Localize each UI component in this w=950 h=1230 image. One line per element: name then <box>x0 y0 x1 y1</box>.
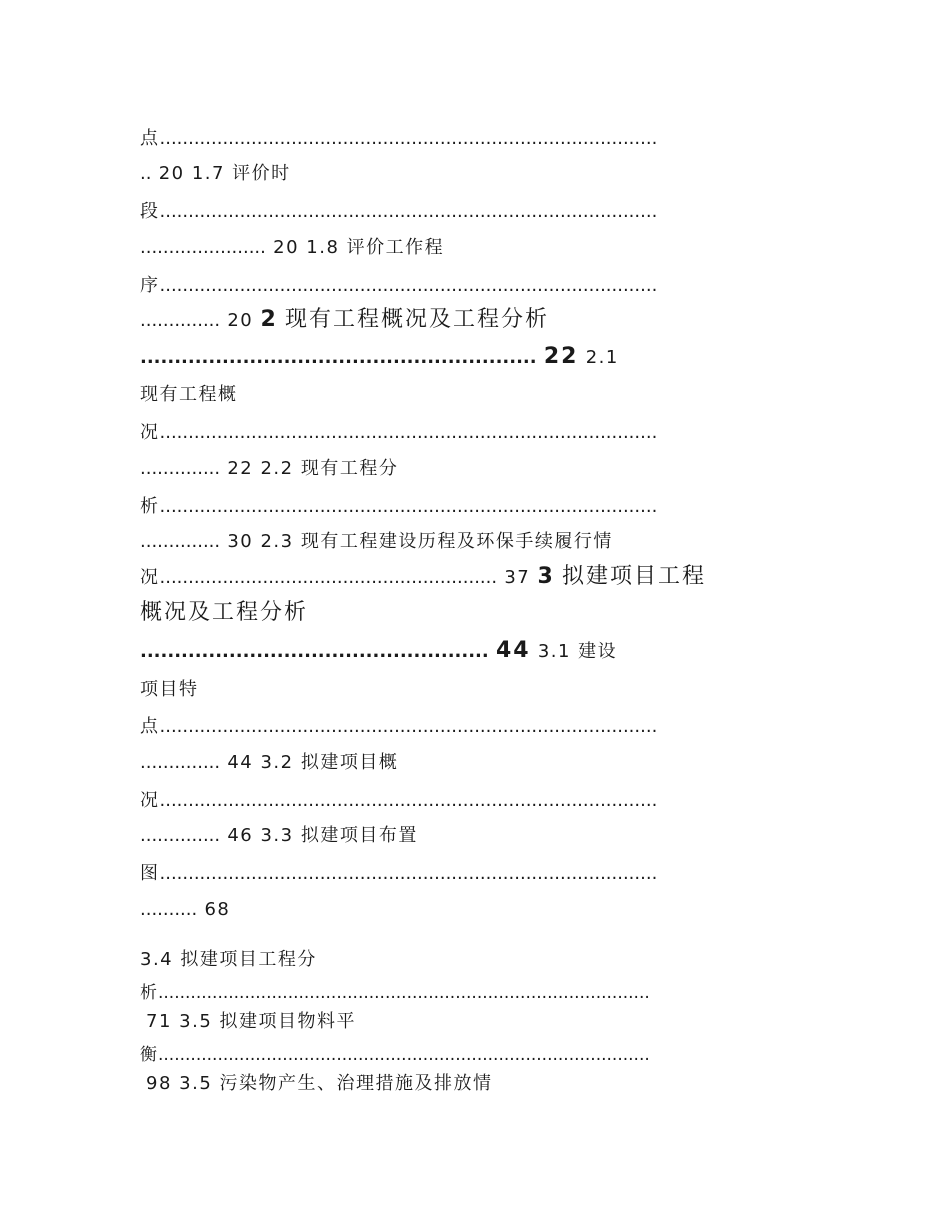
toc-leader-dots: .............. <box>140 825 221 846</box>
toc-line <box>140 237 444 259</box>
toc-leader-dots: ................................................... <box>140 641 489 662</box>
toc-page-number: 22 <box>227 458 254 479</box>
toc-entry-title: 现有工程概 <box>140 384 238 405</box>
toc-leader-dots: .. <box>140 163 152 184</box>
toc-entry-title: 项目特 <box>140 679 199 700</box>
toc-leader-dots: ....................................................................................... <box>159 128 658 149</box>
toc-line <box>140 346 619 369</box>
toc-leader-dots: .............. <box>140 310 221 331</box>
toc-entry-title: 3.2 拟建项目概 <box>260 752 399 773</box>
toc-leader-dots: ........................................................... <box>159 567 498 588</box>
toc-page-number: 37 <box>504 567 531 588</box>
toc-page-number: 68 <box>204 899 231 920</box>
toc-entry-title: 3.5 污染物产生、治理措施及排放情 <box>179 1073 493 1094</box>
toc-text: 图 <box>140 863 160 884</box>
toc-leader-dots: ....................................................................................... <box>159 422 658 443</box>
toc-line <box>140 1044 650 1066</box>
toc-line <box>140 716 657 738</box>
toc-line <box>140 752 398 774</box>
toc-text: 况 <box>140 790 160 811</box>
toc-line <box>140 201 657 223</box>
toc-leader-dots: ....................................................................................... <box>159 863 658 884</box>
toc-leader-dots: .............. <box>140 531 221 552</box>
toc-line <box>140 496 657 518</box>
toc-text: 段 <box>140 201 160 222</box>
toc-leader-dots: ........................................................................................... <box>158 983 650 1003</box>
toc-text: 序 <box>140 275 160 296</box>
toc-leader-dots: ....................................................................................... <box>159 790 658 811</box>
toc-leader-dots: .......................................................... <box>140 347 537 368</box>
toc-line <box>140 531 613 553</box>
toc-leader-dots: ....................................................................................... <box>159 716 658 737</box>
toc-line <box>140 790 657 812</box>
toc-page-number: 22 <box>543 344 579 369</box>
toc-line <box>140 982 650 1004</box>
toc-chapter-number: 2 <box>260 307 278 332</box>
toc-text: 况 <box>140 567 160 588</box>
toc-entry-title: 3.4 拟建项目工程分 <box>140 949 317 970</box>
toc-chapter-title: 现有工程概况及工程分析 <box>285 307 550 332</box>
toc-entry-title: 1.8 评价工作程 <box>306 237 445 258</box>
toc-line <box>146 1073 493 1095</box>
toc-leader-dots: .......... <box>140 899 198 920</box>
toc-text: 况 <box>140 422 160 443</box>
toc-page-number: 44 <box>227 752 254 773</box>
toc-page-number: 98 <box>146 1073 172 1094</box>
toc-leader-dots: .............. <box>140 752 221 773</box>
toc-line <box>146 1011 356 1033</box>
toc-line <box>140 422 657 444</box>
toc-line <box>140 309 549 332</box>
toc-line <box>140 899 230 921</box>
toc-line <box>140 163 291 185</box>
toc-leader-dots: ....................................................................................... <box>159 201 658 222</box>
toc-entry-title: 1.7 评价时 <box>191 163 291 184</box>
toc-line <box>140 679 199 701</box>
toc-entry-title: 3.1 建设 <box>537 641 618 662</box>
toc-text: 析 <box>140 496 160 517</box>
toc-page-number: 20 <box>227 310 254 331</box>
toc-line <box>140 566 706 589</box>
toc-chapter-title: 拟建项目工程 <box>562 564 707 589</box>
toc-text: 衡 <box>140 1045 158 1065</box>
toc-line <box>140 863 657 885</box>
toc-line <box>140 458 398 480</box>
toc-page-number: 20 <box>158 163 185 184</box>
toc-chapter-number: 3 <box>537 564 555 589</box>
toc-line <box>140 602 308 625</box>
toc-line <box>140 128 657 150</box>
toc-leader-dots: .............. <box>140 458 221 479</box>
toc-page-number: 30 <box>227 531 254 552</box>
toc-line <box>140 640 617 663</box>
toc-text: 点 <box>140 716 160 737</box>
toc-text: 析 <box>140 983 158 1003</box>
toc-entry-title: 2.3 现有工程建设历程及环保手续履行情 <box>260 531 613 552</box>
toc-line <box>140 275 657 297</box>
toc-entry-title: 2.2 现有工程分 <box>260 458 399 479</box>
toc-line <box>140 949 317 971</box>
toc-entry-title: 3.5 拟建项目物料平 <box>179 1011 356 1032</box>
toc-line <box>140 825 418 847</box>
toc-leader-dots: ....................................................................................... <box>159 275 658 296</box>
toc-page-number: 44 <box>495 638 531 663</box>
toc-page-number: 46 <box>227 825 254 846</box>
toc-leader-dots: ....................................................................................... <box>159 496 658 517</box>
toc-page-number: 20 <box>273 237 300 258</box>
toc-line <box>140 384 238 406</box>
toc-entry-title: 2.1 <box>585 347 619 368</box>
toc-entry-title: 3.3 拟建项目布置 <box>260 825 418 846</box>
toc-text: 点 <box>140 128 160 149</box>
toc-page-number: 71 <box>146 1011 172 1032</box>
toc-chapter-title: 概况及工程分析 <box>140 600 309 625</box>
toc-leader-dots: ...................... <box>140 237 266 258</box>
toc-leader-dots: ........................................................................................... <box>158 1045 650 1065</box>
